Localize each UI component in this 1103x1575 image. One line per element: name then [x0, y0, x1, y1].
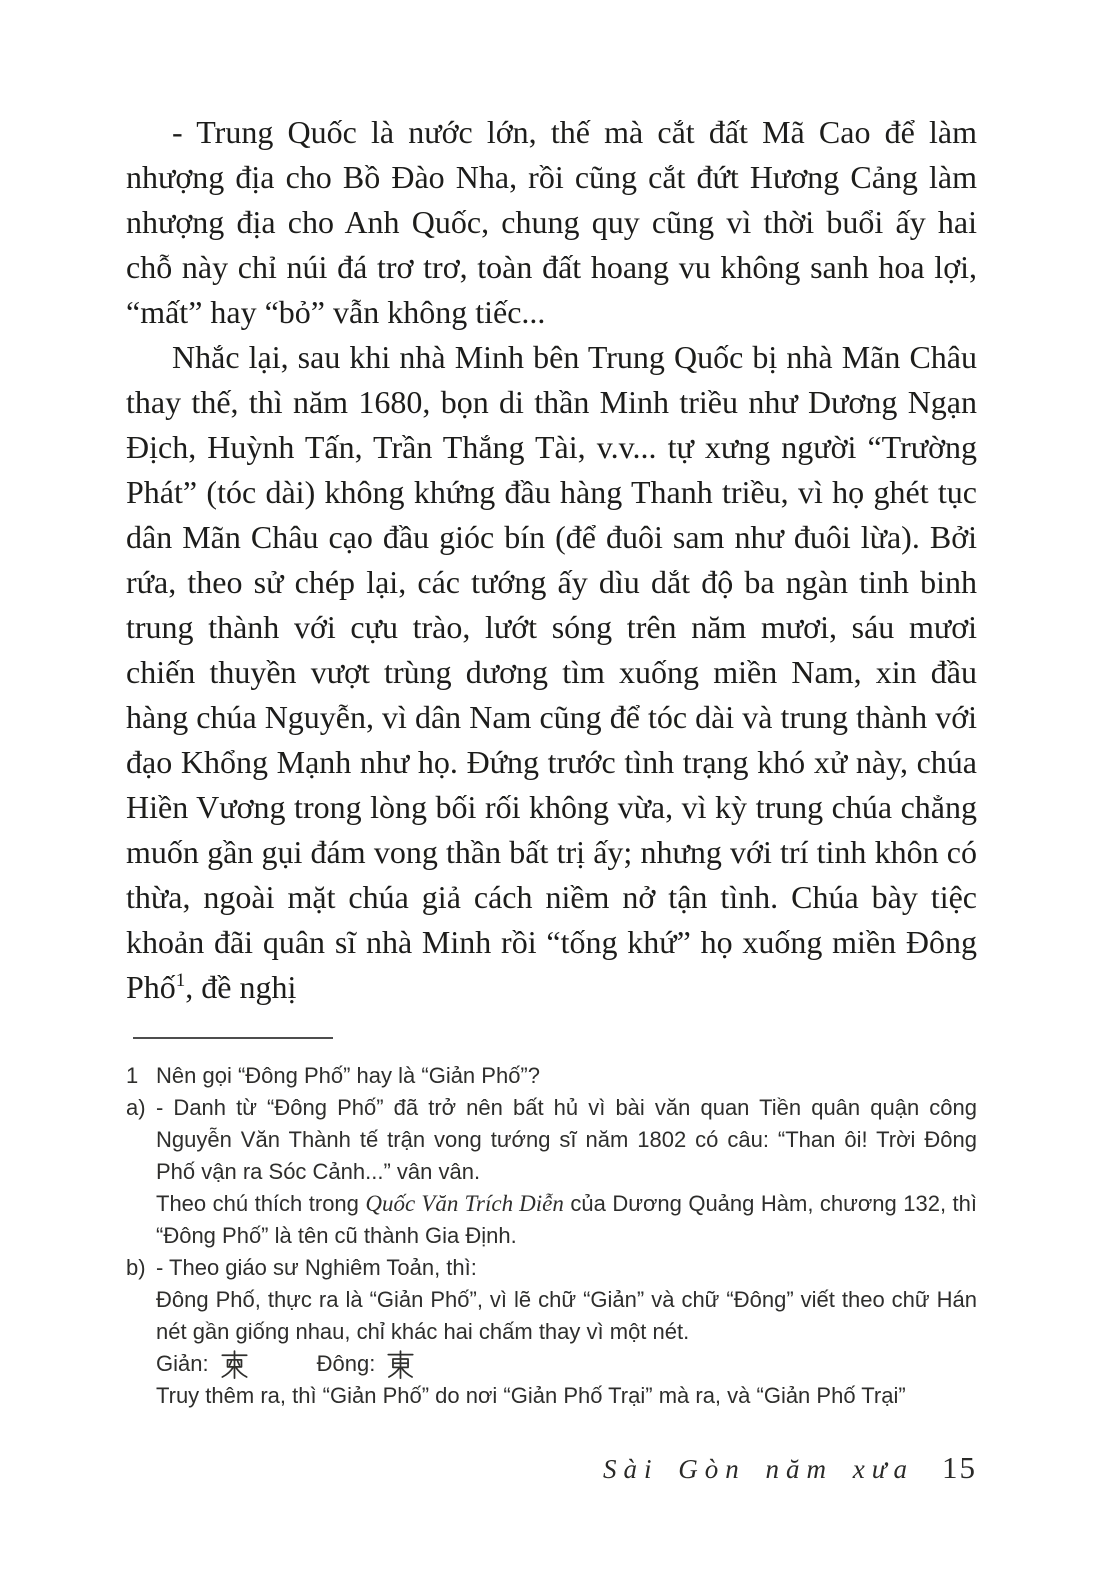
body-paragraph-2-text: Nhắc lại, sau khi nhà Minh bên Trung Quốc bị nhà Mãn Châu thay thế, thì năm 1680, bọn di thần Minh triều như Dương Ngạn Địch, Huỳnh Tấn, Trần Thắng Tài, v.v... tự xưng người “Trường Phát” (tóc dài) không khứng đầu hàng Thanh triều, vì họ ghét tục dân Mãn Châu cạo đầu gióc bín (để đuôi sam như đuôi lừa). Bởi rứa, theo sử chép lại, các tướng ấy dìu dắt độ ba ngàn tinh binh trung thành với cựu trào, lướt sóng trên năm mươi, sáu mươi chiến thuyền vượt trùng dương tìm xuống miền Nam, xin đầu hàng chúa Nguyễn, vì dân Nam cũng để tóc dài và trung thành với đạo Khổng Mạnh như họ. Đứng trước tình trạng khó xử này, chúa Hiền Vương trong lòng bối rối không vừa, vì kỳ trung chúa chẳng muốn gần gụi đám vong thần bất trị ấy; nhưng với trí tinh khôn có thừa, ngoài mặt chúa giả cách niềm nở tận tình. Chúa bày tiệc khoản đãi quân sĩ nhà Minh rồi “tống khứ” họ xuống miền Đông Phố	[126, 339, 977, 1005]
han-char-gian-icon	[220, 1350, 249, 1379]
footnote-a-paragraph-2-after: của Dương Quảng Hàm, chương 132, thì “Đông Phố” là tên cũ thành Gia Định.	[156, 1191, 978, 1248]
footnote-b-paragraph-2: Đông Phố, thực ra là “Giản Phố”, vì lẽ chữ “Giản” và chữ “Đông” viết theo chữ Hán nét gần giống nhau, chỉ khác hai chấm thay vì một nét.	[156, 1287, 977, 1344]
footnote-content-b	[156, 1252, 977, 1412]
page-content	[126, 110, 977, 1412]
footnote-b-paragraph-1: - Theo giáo sư Nghiêm Toản, thì:	[156, 1255, 477, 1280]
han-char-dong-icon	[386, 1350, 415, 1379]
cited-book-title: Quốc Văn Trích Diễn	[365, 1191, 564, 1216]
dong-character-pair	[317, 1348, 416, 1380]
footnote-item-a	[126, 1092, 977, 1252]
gian-character-pair	[156, 1348, 249, 1380]
dong-label: Đông:	[316, 1351, 376, 1376]
han-characters-line	[156, 1348, 977, 1380]
page-footer	[603, 1450, 977, 1486]
body-paragraph-2-tail: , đề nghị	[185, 969, 297, 1005]
footnote-item-b	[126, 1252, 977, 1412]
footnote-a-paragraph-1: - Danh từ “Đông Phố” đã trở nên bất hủ vì bài văn quan Tiền quân quận công Nguyễn Văn Thành tế trận vong tướng sĩ năm 1802 có câu: “Than ôi! Trời Đông Phố vận ra Sóc Cảnh...” vân vân.	[156, 1095, 977, 1184]
footnote-content-1	[156, 1060, 977, 1092]
footnote-b-paragraph-3: Truy thêm ra, thì “Giản Phố” do nơi “Giản Phố Trại” mà ra, và “Giản Phố Trại”	[156, 1383, 906, 1408]
footnote-1-text: Nên gọi “Đông Phố” hay là “Giản Phố”?	[156, 1063, 540, 1088]
running-book-title: Sài Gòn năm xưa	[603, 1454, 914, 1484]
body-paragraph-1-text: - Trung Quốc là nước lớn, thế mà cắt đất Mã Cao để làm nhượng địa cho Bồ Đào Nha, rồi cũng cắt đứt Hương Cảng làm nhượng địa cho Anh Quốc, chung quy cũng vì thời buổi ấy hai chỗ này chỉ núi đá trơ trơ, toàn đất hoang vu không sanh hoa lợi, “mất” hay “bỏ” vẫn không tiếc...	[126, 114, 977, 330]
body-paragraph-1	[126, 110, 977, 335]
footnote-label-1: 1	[126, 1063, 139, 1088]
footnote-item-1	[126, 1060, 977, 1092]
footnote-a-paragraph-2-before: Theo chú thích trong	[156, 1191, 366, 1216]
body-paragraph-2	[126, 335, 977, 1010]
footnote-reference-marker: 1	[175, 970, 186, 991]
footnote-label-a: a)	[126, 1095, 146, 1120]
body-text-block	[126, 110, 977, 1010]
page-number: 15	[942, 1450, 977, 1485]
footnote-divider-rule	[133, 1037, 333, 1039]
footnote-content-a	[156, 1092, 977, 1252]
footnote-label-b: b)	[126, 1255, 146, 1280]
footnotes-block	[126, 1060, 977, 1412]
footnote-a-paragraph-2	[156, 1188, 977, 1252]
gian-label: Giản:	[156, 1351, 209, 1376]
